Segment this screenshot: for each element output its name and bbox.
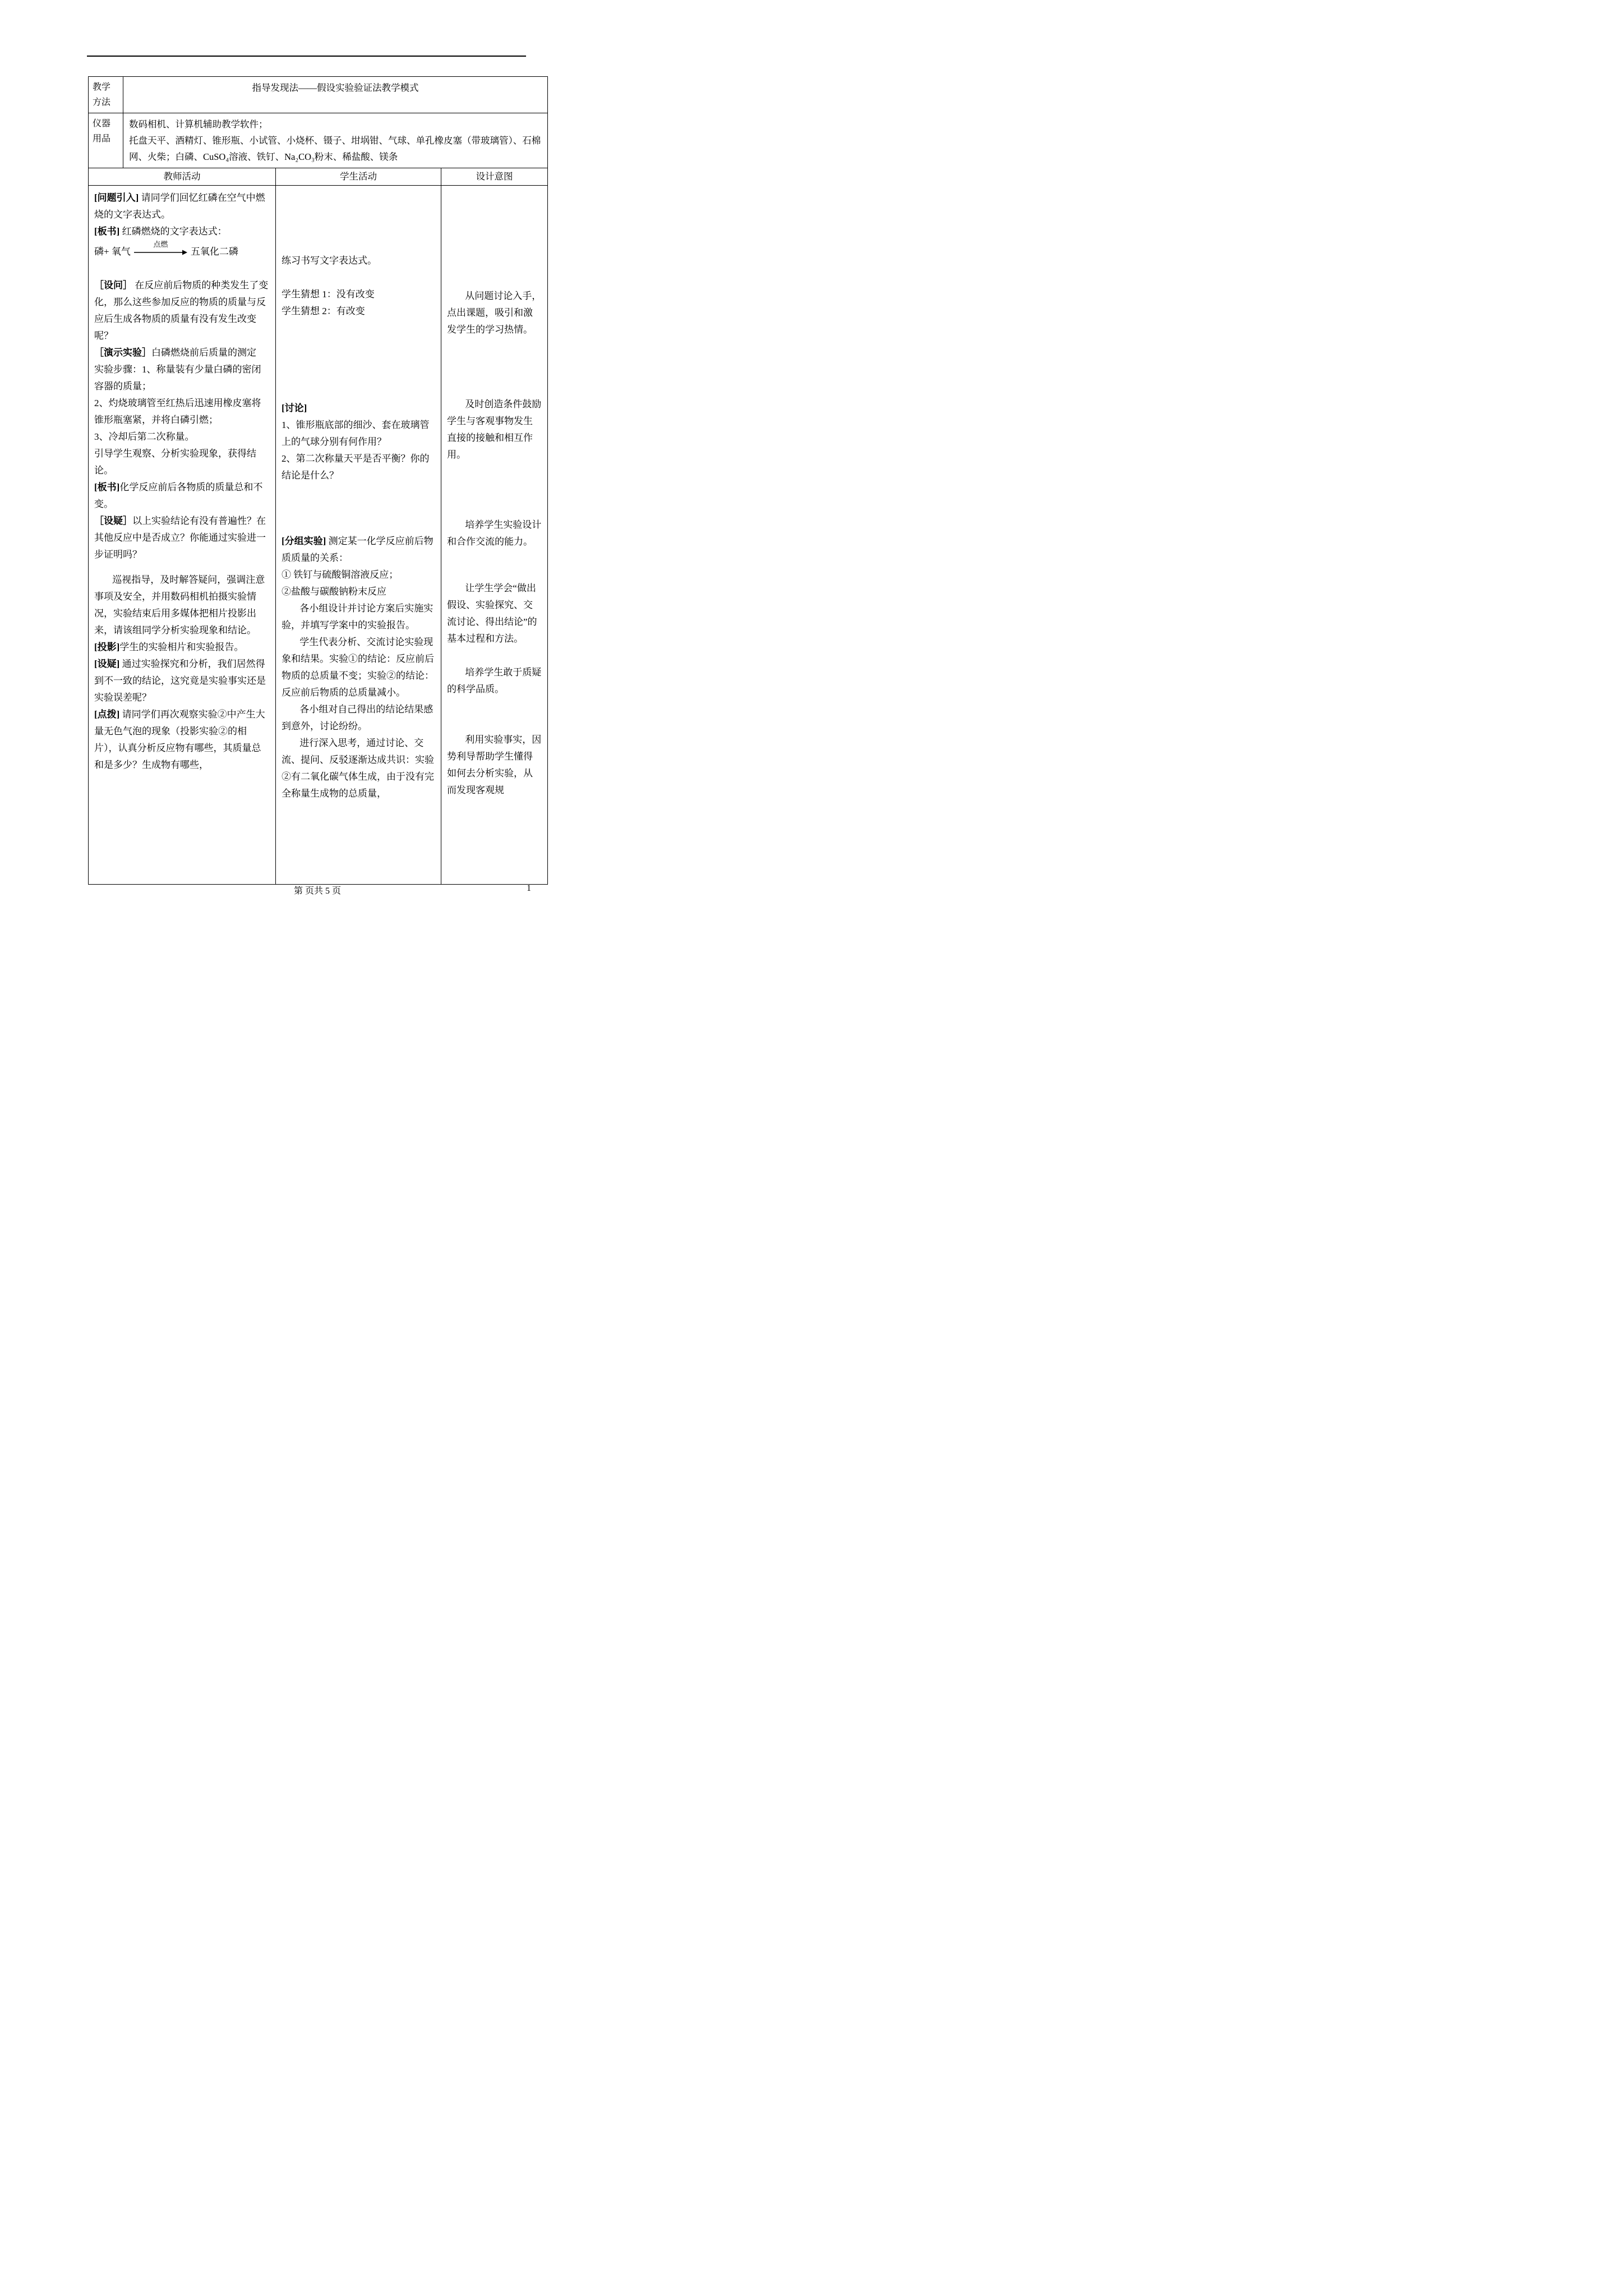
intent-para-cultivate-design: 培养学生实验设计和合作交流的能力。 [447, 519, 542, 547]
method-value-text: 指导发现法——假设实验验证法教学模式 [252, 82, 419, 93]
intent-para-discussion-start: 从问题讨论入手，点出课题，吸引和激发学生的学习热情。 [447, 291, 542, 335]
para-text: 学生的实验相片和实验报告。 [119, 642, 244, 652]
teacher-para-board-1 [94, 223, 270, 240]
para-text: 白磷燃烧前后质量的测定 [151, 347, 256, 358]
arrow-right-icon [134, 249, 187, 256]
tag-projection: [投影] [94, 642, 120, 652]
teacher-para-hint [94, 706, 270, 774]
para-text: 红磷燃烧的文字表达式： [119, 226, 227, 237]
column-headers-row [89, 168, 547, 185]
intent-para-learn-process: 让学生学会“做出假设、实验探究、交流讨论、得出结论”的基本过程和方法。 [447, 583, 537, 644]
teacher-para-patrol: 巡视指导，及时解答疑问，强调注意事项及安全，并用数码相机拍摄实验情况，实验结束后用多媒体把相片投影出来，请该组同学分析实验现象和结论。 [94, 574, 265, 636]
teacher-para-demo-experiment [94, 344, 270, 361]
tag-discussion: [讨论] [282, 403, 307, 413]
student-para-guess-1: 学生猜想 1：没有改变 [282, 289, 375, 300]
teacher-para-doubt-2 [94, 656, 270, 706]
page-footer [88, 884, 547, 896]
teacher-para-inquiry [94, 277, 270, 344]
teacher-para-question-intro [94, 190, 270, 223]
student-para-surprised: 各小组对自己得出的结论结果感到意外，讨论纷纷。 [282, 704, 434, 731]
teacher-para-step-1: 实验步骤：1、称量装有少量白磷的密闭容器的质量； [94, 364, 261, 392]
design-intent-header: 设计意图 [441, 168, 547, 185]
method-label: 教学方法 [93, 82, 111, 107]
student-para-group-experiment [282, 533, 435, 567]
intent-para-create-conditions: 及时创造条件鼓励学生与客观事物发生直接的接触和相互作用。 [447, 399, 542, 460]
teacher-para-board-2 [94, 479, 270, 513]
student-para-discussion-q1: 1、锥形瓶底部的细沙、套在玻璃管上的气球分别有何作用？ [282, 420, 430, 447]
design-intent-column [441, 186, 547, 884]
equipment-row [89, 113, 547, 168]
footer-text: 第 页共 5 页 [293, 886, 341, 896]
student-para-deep-thinking: 进行深入思考，通过讨论、交流、提问、反驳逐渐达成共识：实验②有二氧化碳气体生成，由于没有完全称量生成物的总质量， [282, 738, 434, 799]
tag-group-experiment: [分组实验] [282, 536, 326, 546]
tag-doubt-1: ［设疑］ [94, 516, 132, 526]
para-text: 在反应前后物质的种类发生了变化，那么这些参加反应的物质的质量与反应后生成各物质的质量有没有发生改变呢？ [94, 280, 269, 341]
student-para-discussion [282, 400, 435, 417]
student-para-experiment-2: ②盐酸与碳酸钠粉末反应 [282, 586, 386, 597]
student-para-experiment-1: ① 铁钉与硫酸铜溶液反应； [282, 569, 399, 580]
equipment-line-2: 托盘天平、酒精灯、锥形瓶、小试管、小烧杯、镊子、坩埚钳、气球、单孔橡皮塞（带玻璃管）、石棉网、火柴；白磷、CuSO₄溶液、铁钉、Na₂CO₃粉末、稀盐酸、镁条 [129, 135, 541, 162]
equation-condition: 点燃 [153, 240, 168, 249]
method-row [89, 77, 547, 113]
lesson-plan-table [88, 76, 548, 885]
para-text: 通过实验探究和分析，我们居然得到不一致的结论，这究竟是实验事实还是实验误差呢？ [94, 659, 266, 703]
para-text: 请同学们回忆红磷在空气中燃烧的文字表达式。 [94, 192, 265, 220]
equipment-label: 仪器用品 [93, 119, 111, 144]
page-number: 1 [527, 884, 531, 893]
tag-inquiry: ［设问］ [94, 280, 132, 291]
tag-hint: [点拨] [94, 709, 120, 720]
intent-para-use-facts: 利用实验事实，因势利导帮助学生懂得如何去分析实验，从而发现客观规 [447, 734, 542, 795]
method-value [123, 77, 547, 113]
equipment-value [123, 113, 547, 168]
tag-question-intro: [问题引入] [94, 192, 139, 203]
equation-product: 五氧化二磷 [190, 246, 238, 257]
equipment-line-1: 数码相机、计算机辅助教学软件； [129, 119, 268, 130]
teacher-para-step-2: 2、灼烧玻璃管至红热后迅速用橡皮塞将锥形瓶塞紧，并将白磷引燃； [94, 398, 261, 425]
student-para-practice: 练习书写文字表达式。 [282, 255, 377, 266]
teacher-para-doubt-1 [94, 513, 270, 563]
main-content-row [89, 185, 547, 884]
intent-para-dare-to-question: 培养学生敢于质疑的科学品质。 [447, 667, 542, 694]
para-text: 测定某一化学反应前后物质质量的关系： [282, 536, 434, 563]
tag-demo-experiment: ［演示实验］ [94, 347, 151, 358]
equation-reactants: 磷+ 氧气 [94, 246, 131, 257]
reaction-equation [94, 240, 270, 260]
tag-board-1: [板书] [94, 226, 120, 237]
document-page [0, 0, 649, 918]
student-para-discussion-q2: 2、第二次称量天平是否平衡？你的结论是什么？ [282, 453, 430, 481]
para-text: 化学反应前后各物质的质量总和不变。 [94, 482, 263, 509]
teacher-para-projection [94, 639, 270, 656]
header-rule [87, 56, 526, 57]
tag-doubt-2: [设疑] [94, 659, 120, 669]
student-activities-column [275, 186, 441, 884]
student-activities-header: 学生活动 [275, 168, 441, 185]
teacher-activities-column [89, 186, 275, 884]
reaction-arrow [134, 240, 187, 260]
teacher-para-guide: 引导学生观察、分析实验现象，获得结论。 [94, 448, 256, 476]
para-text: 请同学们再次观察实验②中产生大量无色气泡的现象（投影实验②的相片），认真分析反应物有哪些，其质量总和是多少？生成物有哪些， [94, 709, 265, 770]
student-para-design-plan: 各小组设计并讨论方案后实施实验，并填写学案中的实验报告。 [282, 603, 434, 631]
teacher-activities-header: 教师活动 [163, 171, 201, 182]
teacher-para-step-3: 3、冷却后第二次称量。 [94, 431, 195, 442]
para-text: 以上实验结论有没有普遍性？在其他反应中是否成立？你能通过实验进一步证明吗？ [94, 516, 266, 560]
student-para-guess-2: 学生猜想 2：有改变 [282, 306, 365, 316]
student-para-representative: 学生代表分析、交流讨论实验现象和结果。实验①的结论：反应前后物质的总质量不变；实验②的结论：反应前后物质的总质量减小。 [282, 637, 434, 698]
tag-board-2: [板书] [94, 482, 120, 493]
